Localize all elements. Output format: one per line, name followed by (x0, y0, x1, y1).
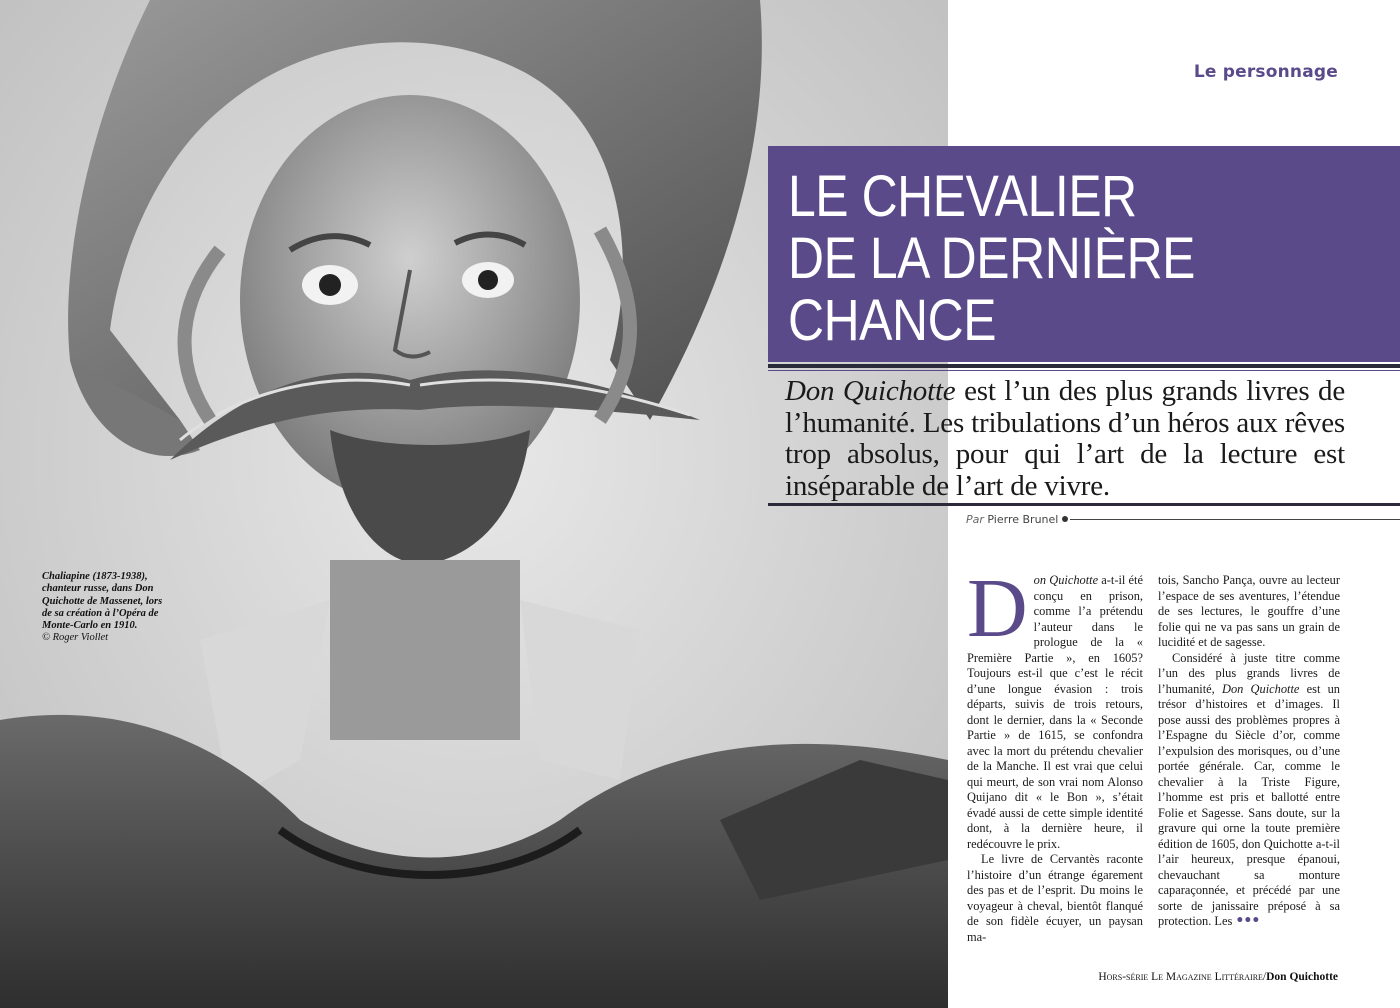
title-line-3: CHANCE (788, 288, 997, 353)
article-column-2 (1158, 573, 1340, 930)
byline-prefix: Par (966, 513, 984, 526)
photo-caption (42, 571, 172, 645)
article-title (788, 166, 1195, 352)
byline-bullet (1062, 516, 1068, 522)
article-text: est un trésor d’histoires et d’images. Il pose aussi des problèmes propres à l’Espagne du Siècle d’or, comme l’expulsion des morisques, ou d’une portée générale. Car, comme le chevalier à la Triste Figure, l’homme est pris et ballotté entre Folie et Sagesse. Sans doute, sur la gravure qui orne la toute première édition de 1605, don Quichotte a-t-il l’air heureux, presque épanoui, chevauchant sa monture caparaçonnée, et précédé par une sorte de janissaire préposé à sa protection. Les (1158, 681, 1340, 928)
continued-marker: ••• (1235, 913, 1260, 929)
section-label: Le personnage (1193, 62, 1338, 82)
title-rule (768, 364, 1400, 368)
title-rule-thin (768, 370, 1400, 371)
lead-paragraph (785, 376, 1345, 502)
lead-rule (768, 503, 1400, 506)
title-line-2: DE LA DERNIÈRE (788, 226, 1196, 291)
byline-rule (1070, 519, 1400, 520)
page-footer (1098, 971, 1338, 983)
article-paragraph (967, 562, 1143, 852)
byline-author: Pierre Brunel (987, 513, 1059, 526)
article-paragraph: tois, Sancho Pança, ouvre au lecteur l’espace de ses aventures, l’étendue de ses lectures, le gouffre d’une folie qui ne va pas sans un grain de lucidité et de sagesse. (1158, 573, 1340, 649)
lead-text: est l’un des plus grands livres de l’humanité. Les tribulations d’un héros aux rêves trop absolus, pour qui l’art de la lecture est inséparable de l’art de vivre. (785, 375, 1345, 502)
footer-magazine: Hors-série Le Magazine Littéraire/ (1098, 971, 1267, 983)
caption-text: Chaliapine (1873-1938), chanteur russe, dans Don Quichotte de Massenet, lors de sa création à l’Opéra de Monte-Carlo en 1910. (42, 571, 163, 632)
byline (966, 513, 1058, 526)
photo-credit: © Roger Viollet (42, 632, 109, 644)
article-paragraph (1158, 651, 1340, 930)
article-book-title: Don Quichotte (1222, 681, 1300, 696)
article-book-title: on Quichotte (1033, 573, 1099, 587)
footer-issue: Don Quichotte (1266, 971, 1338, 983)
article-text: a-t-il été conçu en prison, comme l’a prétendu l’auteur dans le prologue de la « Première Partie », en 1605? Toujours est-il que c’est le récit d’une longue évasion : trois départs, suivis de trois retours, dont le dernier, dans la « Seconde Partie » de 1615, se confondra avec la mort du prétendu chevalier de la Manche. Il est vrai que celui qui meurt, de son vrai nom Alonso Quijano dit « le Bon », s’était évadé aussi de cette simple identité dont, à la dernière heure, il redécouvre le prix. (967, 573, 1143, 851)
drop-cap: D (967, 562, 1028, 655)
lead-book-title: Don Quichotte (785, 375, 956, 407)
article-text: Considéré à juste titre comme l’un des plus grands livres de l’humanité, (1158, 650, 1340, 696)
article-paragraph: Le livre de Cervantès raconte l’histoire d’un étrange égarement des pas et de l’esprit. Du moins le voyageur à cheval, bientôt flanqué de son fidèle écuyer, un paysan ma- (967, 852, 1143, 944)
title-line-1: LE CHEVALIER (788, 164, 1137, 229)
title-banner (768, 146, 1400, 362)
article-column-1 (967, 562, 1143, 945)
